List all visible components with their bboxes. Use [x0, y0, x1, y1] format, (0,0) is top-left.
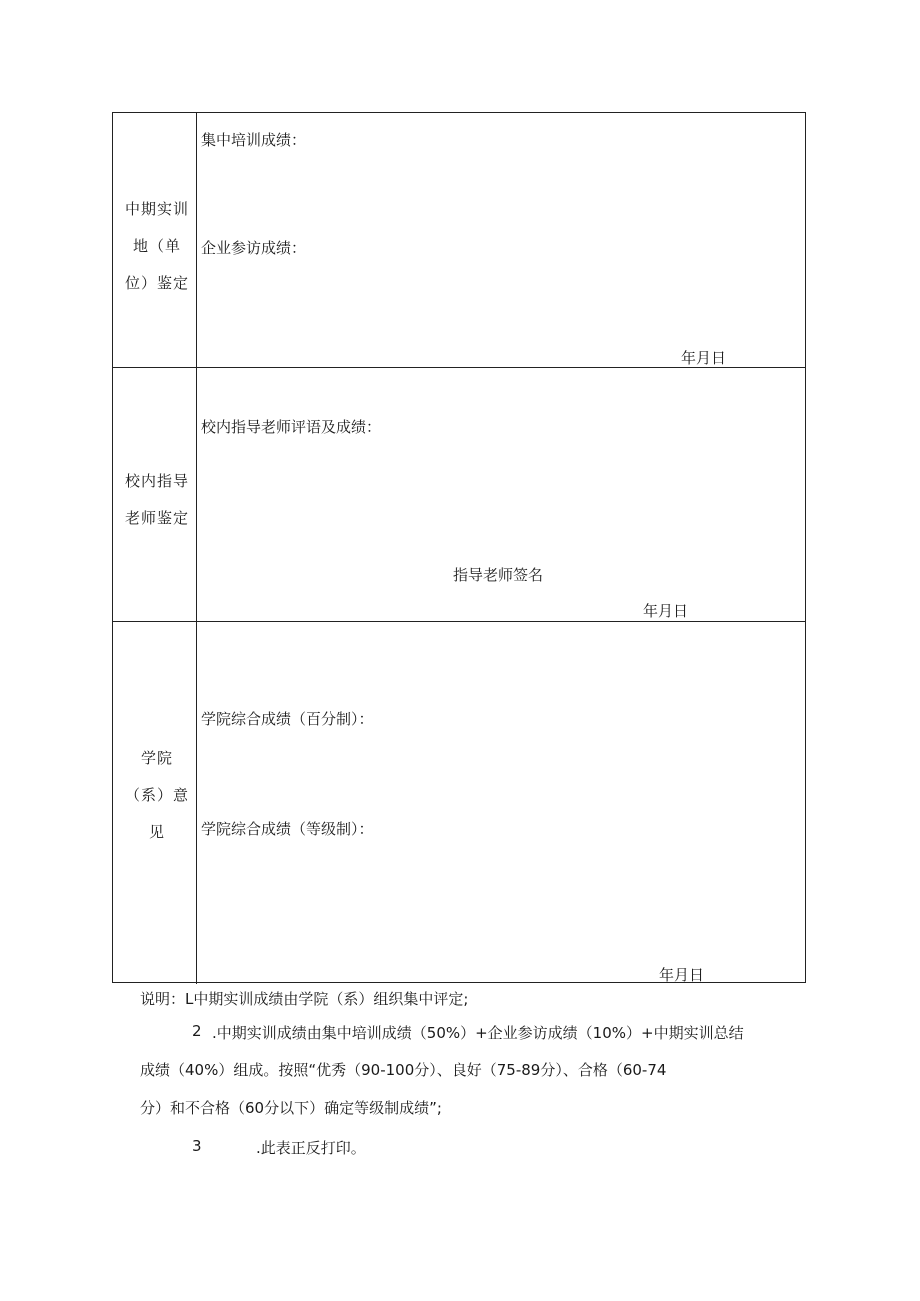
date-line: 年月日 — [659, 966, 705, 984]
row-label: 校内指导老师鉴定 — [124, 472, 189, 527]
appraisal-form-table — [112, 112, 806, 983]
label-cell — [113, 113, 197, 367]
row-midterm-site-appraisal — [113, 113, 805, 367]
row-college-opinion — [113, 621, 805, 984]
advisor-signature-label: 指导老师签名 — [453, 566, 544, 584]
note-item-2-line-3: 分）和不合格（60分以下）确定等级制成绩”; — [140, 1099, 442, 1117]
note-item-3-text: .此表正反打印。 — [256, 1139, 366, 1157]
note-item-2-line-2: 成绩（40%）组成。按照“优秀（90-100分）、良好（75-89分）、合格（60-74 — [140, 1061, 667, 1079]
enterprise-visit-score-field: 企业参访成绩： — [201, 239, 307, 257]
row-label: 中期实训地（单位）鉴定 — [124, 200, 189, 292]
date-line: 年月日 — [643, 602, 689, 620]
label-cell — [113, 622, 197, 984]
college-score-percent-field: 学院综合成绩（百分制）： — [201, 710, 374, 728]
college-score-grade-field: 学院综合成绩（等级制）： — [201, 820, 374, 838]
date-line: 年月日 — [681, 349, 727, 367]
row-label: 学院（系）意见 — [124, 749, 189, 841]
note-item-2-line-1: .中期实训成绩由集中培训成绩（50%）+企业参访成绩（10%）+中期实训总结 — [212, 1024, 744, 1042]
row-school-advisor-appraisal — [113, 367, 805, 621]
note-item-3-number: 3 — [192, 1137, 202, 1155]
note-line-1: 说明：L中期实训成绩由学院（系）组织集中评定; — [140, 990, 469, 1008]
label-cell — [113, 368, 197, 621]
note-item-2-number: 2 — [192, 1022, 202, 1040]
advisor-comment-field: 校内指导老师评语及成绩： — [201, 418, 382, 436]
centralized-training-score-field: 集中培训成绩： — [201, 131, 307, 149]
